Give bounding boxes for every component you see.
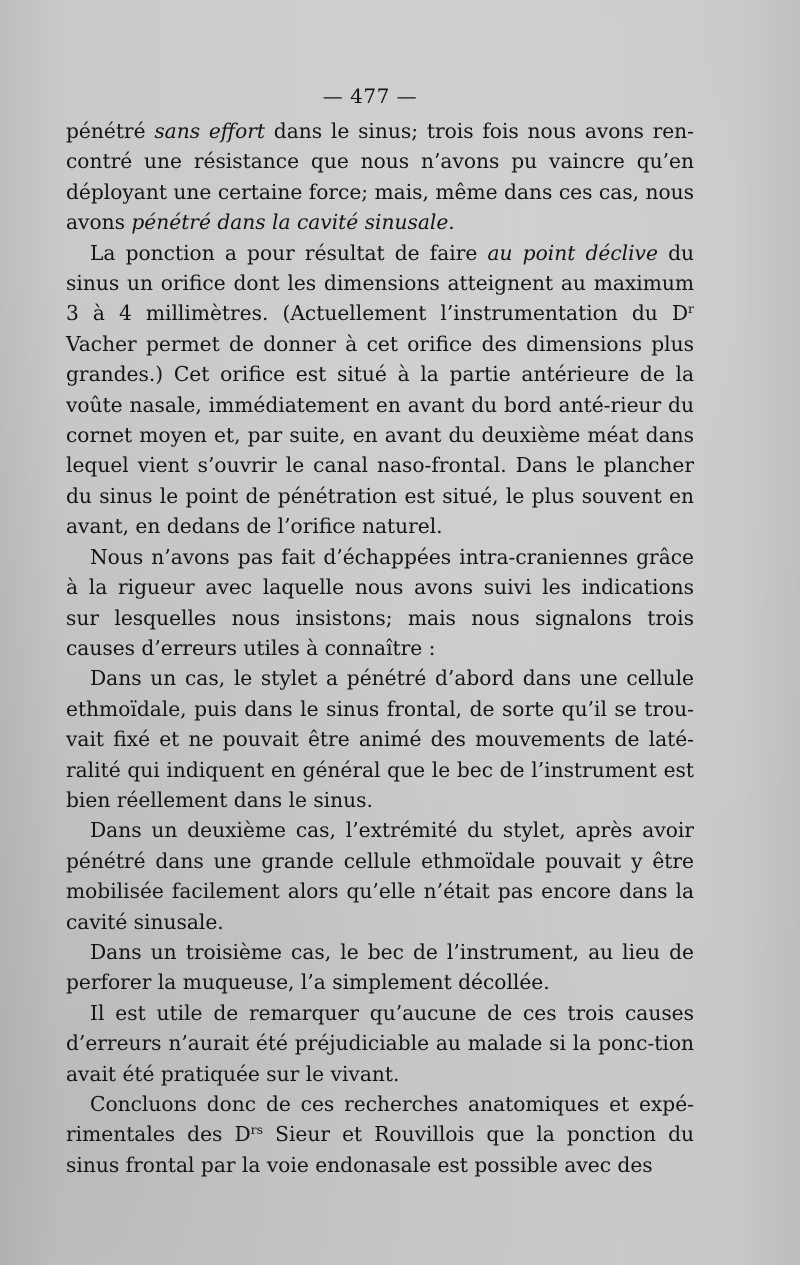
text-span: Concluons donc de ces recherches anatomiques et expé-rimentales des D [66, 1092, 694, 1147]
text-span: dans le sinus; trois fois nous avons ren-contré une résistance que nous n’avons pu vaincre qu’en déployant une certaine force; mais, même dans ces cas, nous avons [66, 119, 694, 235]
superscript: r [688, 301, 694, 317]
italic-text: au point déclive [487, 240, 658, 265]
italic-text: pénétré dans la cavité sinusale. [131, 210, 455, 235]
text-span: pénétré [66, 119, 155, 143]
text-span: Dans un cas, le stylet a pénétré d’abord dans une cellule ethmoïdale, puis dans le sinus frontal, de sorte qu’il se trou-vait fixé et ne pouvait être animé des mouvements de laté-ralité qui indiquent en général que le bec de l’instrument est bien réellement dans le sinus. [66, 666, 694, 812]
paragraph-puncture-result [66, 238, 694, 542]
text-span: du sinus un orifice dont les dimensions atteignent au maximum 3 à 4 millimètres. (Actuellement l’instrumentation du D [66, 240, 694, 326]
page-number: — 477 — [322, 84, 418, 108]
paragraph-error-causes-intro [66, 542, 694, 664]
paragraph-third-case [66, 937, 694, 998]
text-span: Dans un troisième cas, le bec de l’instrument, au lieu de perforer la muqueuse, l’a simplement décollée. [66, 939, 694, 995]
text-span: Vacher permet de donner à cet orifice des dimensions plus grandes.) Cet orifice est situé à la partie antérieure de la voûte nasale, immédiatement en avant du bord anté-rieur du cornet moyen et, par suite, en avant du deuxième méat dans lequel vient s’ouvrir le canal naso-frontal. Dans le plancher du sinus le point de pénétration est situé, le plus souvent en avant, en dedans de l’orifice naturel. [66, 331, 694, 539]
paragraph-remark [66, 998, 694, 1089]
text-span: Nous n’avons pas fait d’échappées intra-craniennes grâce à la rigueur avec laquelle nous avons suivi les indications sur lesquelles nous insistons; mais nous signalons trois causes d’erreurs utiles à connaître : [66, 544, 694, 660]
text-span: Il est utile de remarquer qu’aucune de ces trois causes d’erreurs n’aurait été préjudiciable au malade si la ponc-tion avait été pratiquée sur le vivant. [66, 1000, 694, 1086]
paragraph-conclusion [66, 1089, 694, 1180]
text-span: Dans un deuxième cas, l’extrémité du stylet, après avoir pénétré dans une grande cellule ethmoïdale pouvait y être mobilisée facilement alors qu’elle n’était pas encore dans la cavité sinusale. [66, 818, 694, 934]
italic-text: sans effort [154, 119, 266, 143]
superscript: rs [250, 1122, 264, 1138]
paragraph-second-case [66, 815, 694, 937]
paragraph-continuation [66, 116, 694, 238]
paragraph-first-case [66, 663, 694, 815]
text-span: La ponction a pour résultat de faire [90, 240, 488, 265]
body-text [66, 116, 694, 1180]
text-span: Sieur et Rouvillois que la ponction du sinus frontal par la voie endonasale est possible avec des [66, 1122, 694, 1177]
